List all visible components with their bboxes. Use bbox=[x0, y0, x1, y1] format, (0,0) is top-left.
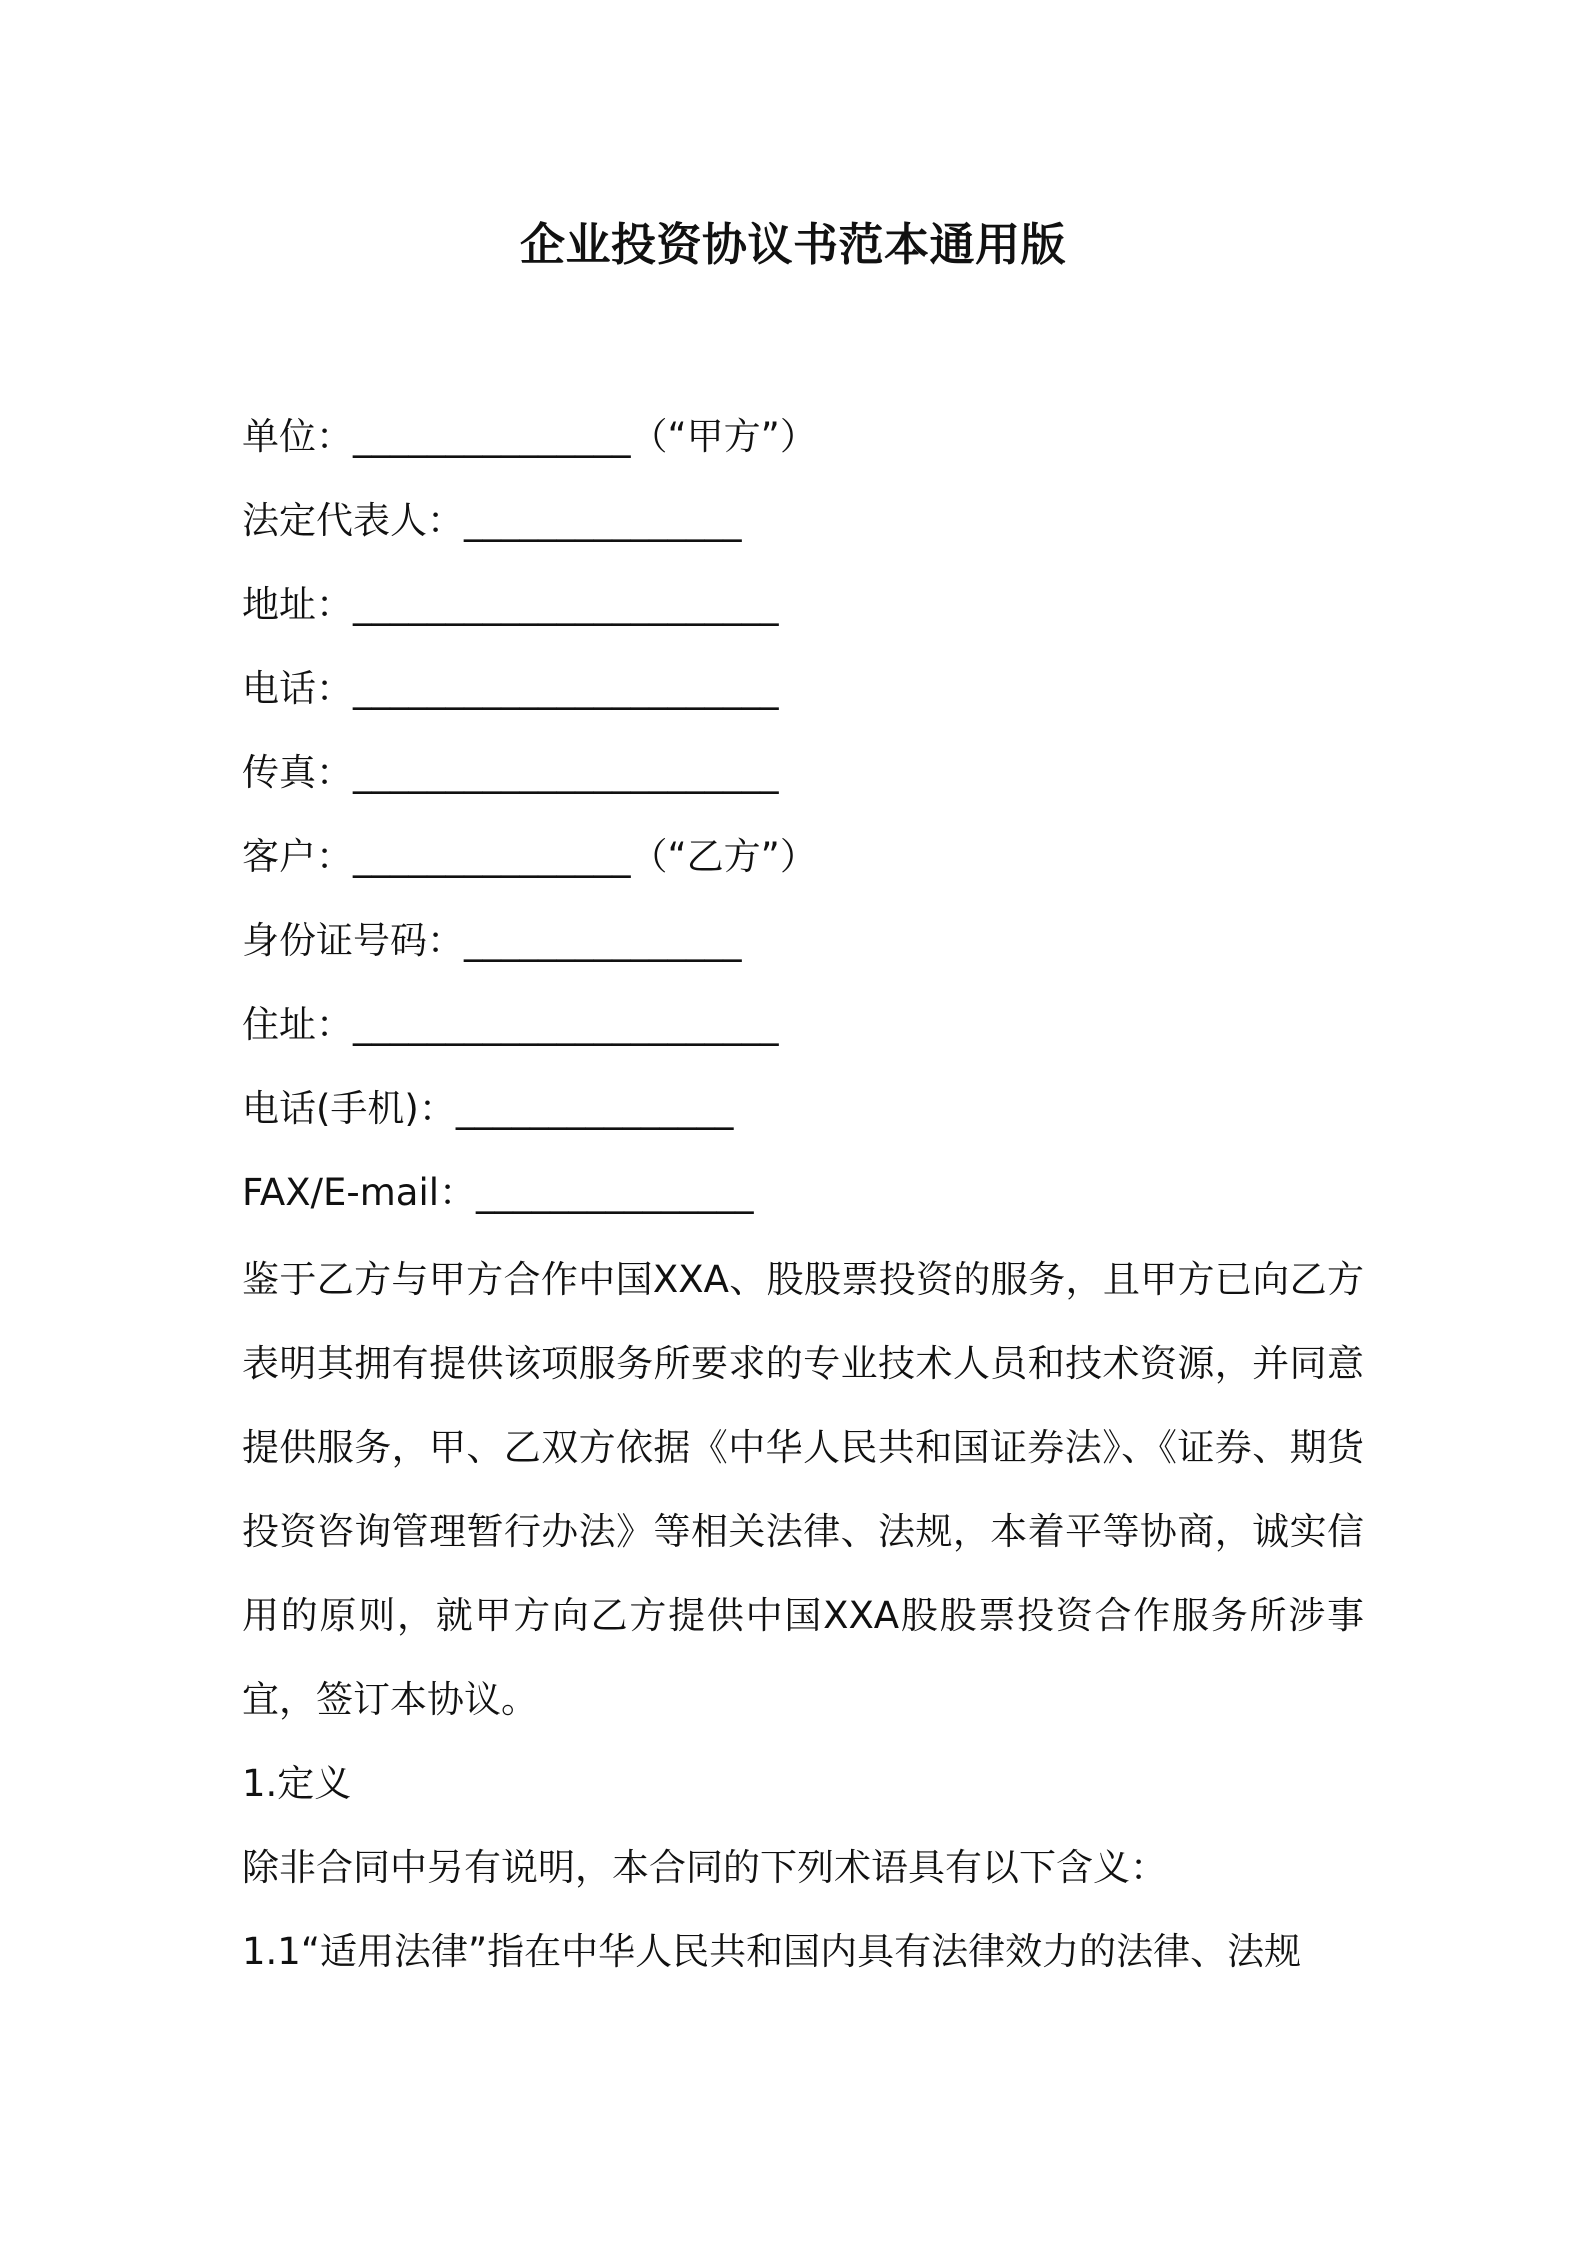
field-legal-representative: 法定代表人：_______________ bbox=[242, 499, 742, 542]
section-heading-definitions: 1.定义 bbox=[242, 1762, 352, 1805]
field-id-number: 身份证号码：_______________ bbox=[242, 919, 742, 962]
field-address: 地址：_______________________ bbox=[242, 583, 779, 626]
field-mobile-phone: 电话(手机)：_______________ bbox=[242, 1087, 734, 1130]
preamble-paragraph: 鉴于乙方与甲方合作中国XXA、股股票投资的服务，且甲方已向乙方表明其拥有提供该项服务所要求的专业技术人员和技术资源，并同意提供服务，甲、乙双方依据《中华人民共和国证券法》、《证券、期货投资咨询管理暂行办法》等相关法律、法规，本着平等协商，诚实信用的原则，就甲方向乙方提供中国XXA股股票投资合作服务所涉事宜，签订本协议。 bbox=[242, 1258, 1364, 1721]
document-title: 企业投资协议书范本通用版 bbox=[519, 218, 1066, 271]
field-phone: 电话：_______________________ bbox=[242, 667, 779, 710]
clause-1-1: 1.1“适用法律”指在中华人民共和国内具有法律效力的法律、法规 bbox=[242, 1930, 1302, 1973]
party-fields bbox=[242, 404, 1362, 1244]
field-party-a-unit: 单位：_______________（“甲方”） bbox=[242, 415, 817, 458]
document-body bbox=[242, 1238, 1364, 1994]
field-fax: 传真：_______________________ bbox=[242, 751, 779, 794]
section-intro: 除非合同中另有说明，本合同的下列术语具有以下含义： bbox=[242, 1846, 1167, 1889]
field-residence: 住址：_______________________ bbox=[242, 1003, 779, 1046]
field-party-b-client: 客户：_______________（“乙方”） bbox=[242, 835, 817, 878]
field-fax-email: FAX/E-mail：_______________ bbox=[242, 1171, 754, 1214]
